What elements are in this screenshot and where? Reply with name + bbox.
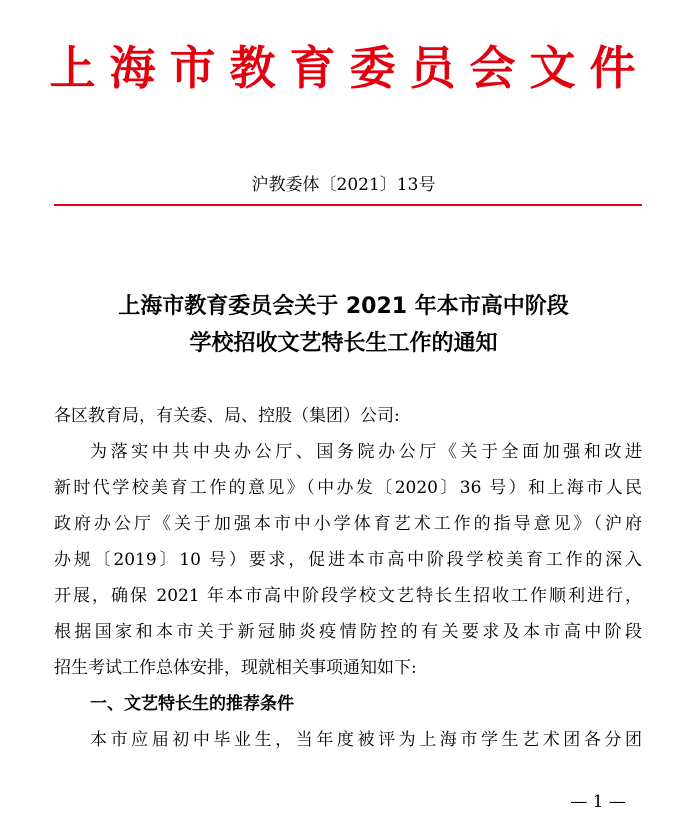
paragraph-1-line-1: 为落实中共中央办公厅、国务院办公厅《关于全面加强和改进 — [90, 442, 642, 462]
paragraph-1-line-7: 招生考试工作总体安排，现就相关事项通知如下: — [54, 658, 417, 678]
paragraph-1-line-4: 办规〔2019〕10 号）要求，促进本市高中阶段学校美育工作的深入 — [54, 550, 642, 570]
notice-title-line-1: 上海市教育委员会关于 2021 年本市高中阶段 — [118, 294, 569, 319]
paragraph-1-line-6: 根据国家和本市关于新冠肺炎疫情防控的有关要求及本市高中阶段 — [54, 622, 642, 642]
paragraph-1-line-3: 政府办公厅《关于加强本市中小学体育艺术工作的指导意见》（沪府 — [54, 514, 642, 534]
salutation: 各区教育局，有关委、局、控股（集团）公司: — [54, 406, 400, 426]
document-header-title: 上海市教育委员会文件 — [49, 41, 650, 95]
document-body — [54, 398, 642, 758]
section-1-heading: 一、文艺特长生的推荐条件 — [90, 694, 294, 714]
section-1-line-1: 本市应届初中毕业生，当年度被评为上海市学生艺术团各分团 — [90, 730, 642, 750]
paragraph-1-line-5: 开展，确保 2021 年本市高中阶段学校文艺特长生招收工作顺利进行， — [54, 586, 642, 606]
notice-title — [0, 288, 687, 362]
document-number: 沪教委体〔2021〕13号 — [251, 175, 436, 195]
page-number: — 1 — — [570, 792, 626, 812]
red-divider-line — [54, 204, 642, 206]
paragraph-1-line-2: 新时代学校美育工作的意见》（中办发〔2020〕36 号）和上海市人民 — [54, 478, 642, 498]
notice-title-line-2: 学校招收文艺特长生工作的通知 — [189, 331, 498, 356]
